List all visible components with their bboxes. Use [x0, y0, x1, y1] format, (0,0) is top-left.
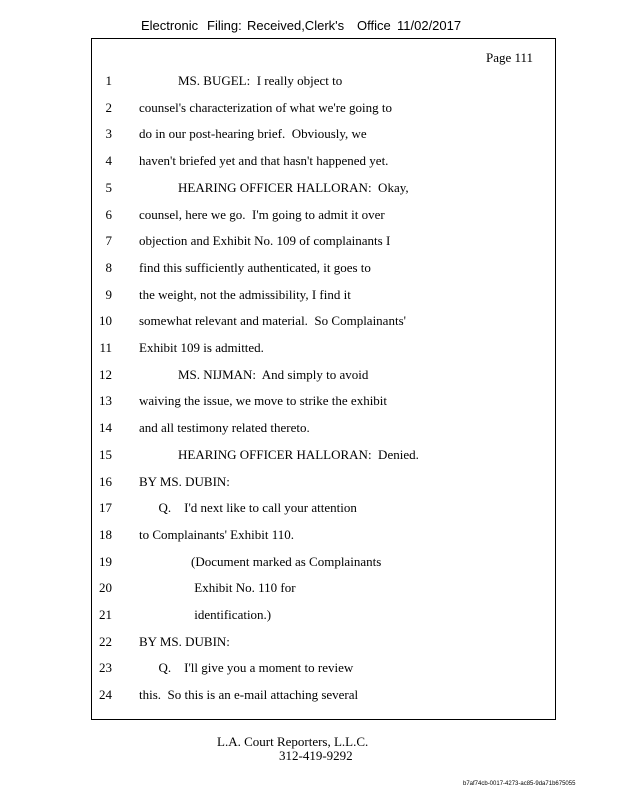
line-text: HEARING OFFICER HALLORAN: Denied.	[139, 446, 419, 462]
line-text: objection and Exhibit No. 109 of complainants I	[139, 233, 391, 249]
transcript-line	[0, 260, 618, 280]
transcript-line	[0, 340, 618, 360]
transcript-line	[0, 313, 618, 333]
line-number: 3	[105, 126, 112, 142]
header-filing: Filing:	[207, 18, 242, 33]
transcript-line	[0, 287, 618, 307]
transcript-line	[0, 607, 618, 627]
line-text: and all testimony related thereto.	[139, 420, 310, 436]
line-text: BY MS. DUBIN:	[139, 473, 230, 489]
line-text: Exhibit 109 is admitted.	[139, 340, 264, 355]
line-number: 12	[99, 366, 112, 382]
transcript-line	[0, 687, 618, 707]
transcript-line	[0, 153, 618, 173]
line-number: 13	[99, 393, 112, 409]
line-number: 1	[105, 73, 112, 88]
line-text: (Document marked as Complainants	[139, 553, 382, 569]
transcript-line	[0, 580, 618, 600]
header-received-clerks: Received,Clerk's	[247, 18, 345, 33]
transcript-line	[0, 634, 618, 654]
line-number: 18	[99, 526, 112, 542]
transcript-line	[0, 180, 618, 200]
line-number: 7	[105, 233, 112, 249]
line-text: HEARING OFFICER HALLORAN: Okay,	[139, 179, 409, 195]
filing-header	[0, 18, 618, 38]
header-office: Office	[357, 18, 391, 33]
line-number: 6	[105, 206, 112, 222]
line-text: to Complainants' Exhibit 110.	[139, 526, 294, 542]
transcript-line	[0, 100, 618, 120]
transcript-line	[0, 207, 618, 227]
line-number: 8	[105, 259, 112, 275]
transcript-line	[0, 367, 618, 387]
transcript-line	[0, 73, 618, 93]
line-number: 23	[99, 660, 112, 676]
page-number: Page 111	[486, 50, 534, 65]
line-number: 20	[99, 580, 112, 596]
transcript-line	[0, 393, 618, 413]
footer-phone: 312-419-9292	[279, 748, 353, 763]
header-electronic: Electronic	[141, 18, 199, 33]
line-number: 4	[105, 153, 112, 169]
document-hash: b7af74cb-0017-4273-ac85-9da71b675055	[463, 781, 576, 787]
line-text: identification.)	[139, 607, 272, 622]
line-text: Exhibit No. 110 for	[139, 580, 296, 596]
transcript-line	[0, 233, 618, 253]
line-text: counsel, here we go. I'm going to admit it over	[139, 206, 385, 222]
line-number: 5	[105, 179, 112, 195]
footer-reporter-name: L.A. Court Reporters, L.L.C.	[217, 734, 369, 749]
line-number: 10	[99, 313, 112, 329]
line-number: 2	[105, 99, 112, 115]
line-text: Q. I'd next like to call your attention	[139, 500, 357, 516]
line-number: 14	[99, 420, 112, 436]
line-number: 21	[99, 607, 112, 622]
line-text: waiving the issue, we move to strike the exhibit	[139, 393, 388, 409]
line-number: 11	[99, 340, 112, 355]
transcript-line	[0, 500, 618, 520]
line-text: find this sufficiently authenticated, it goes to	[139, 259, 371, 275]
line-text: somewhat relevant and material. So Complainants'	[139, 313, 406, 329]
transcript-line	[0, 126, 618, 146]
line-number: 9	[105, 286, 112, 302]
transcript-line	[0, 474, 618, 494]
line-number: 16	[99, 473, 112, 489]
line-text: haven't briefed yet and that hasn't happened yet.	[139, 153, 389, 169]
transcript-line	[0, 554, 618, 574]
transcript-line	[0, 447, 618, 467]
line-text: the weight, not the admissibility, I find it	[139, 286, 351, 302]
line-number: 17	[99, 500, 112, 516]
line-text: Q. I'll give you a moment to review	[139, 660, 354, 676]
line-number: 24	[99, 687, 112, 703]
line-text: MS. NIJMAN: And simply to avoid	[139, 366, 369, 382]
line-number: 22	[99, 633, 112, 649]
line-number: 15	[99, 446, 112, 462]
line-text: BY MS. DUBIN:	[139, 633, 230, 649]
line-text: counsel's characterization of what we're going to	[139, 99, 393, 115]
line-text: MS. BUGEL: I really object to	[139, 73, 343, 88]
header-date: 11/02/2017	[397, 18, 462, 33]
transcript-line	[0, 527, 618, 547]
transcript-line	[0, 420, 618, 440]
transcript-line	[0, 660, 618, 680]
line-text: this. So this is an e-mail attaching several	[139, 687, 359, 703]
line-number: 19	[99, 553, 112, 569]
line-text: do in our post-hearing brief. Obviously, we	[139, 126, 367, 142]
